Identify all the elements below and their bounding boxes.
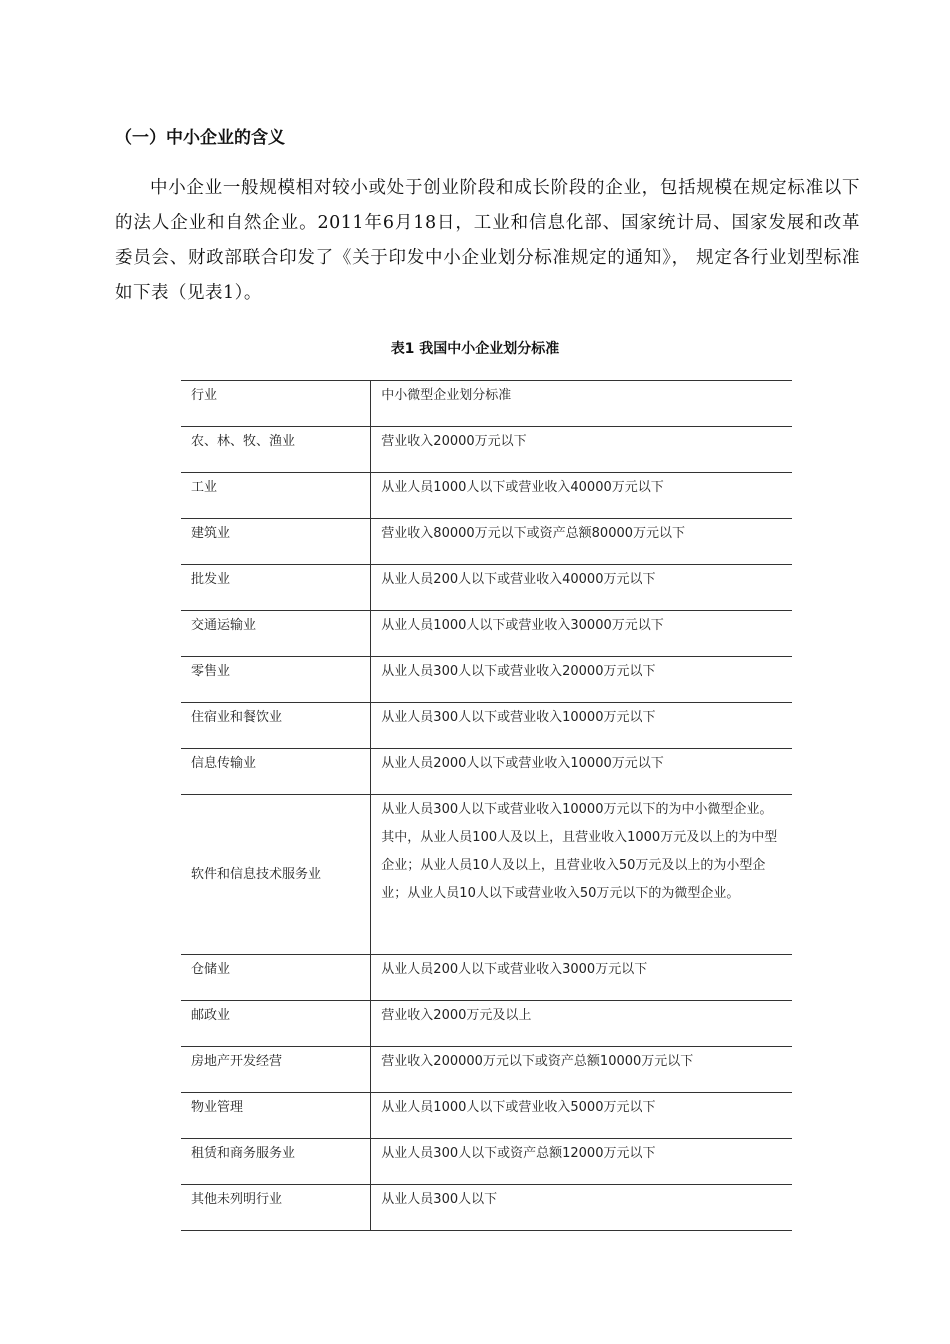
table-cell-standard: 从业人员200人以下或营业收入3000万元以下 xyxy=(371,955,792,1001)
table-cell-standard: 从业人员2000人以下或营业收入10000万元以下 xyxy=(371,749,792,795)
table-row xyxy=(181,427,792,473)
table-cell-standard: 从业人员1000人以下或营业收入5000万元以下 xyxy=(371,1093,792,1139)
sme-standards-table xyxy=(181,380,792,1231)
table-cell-industry: 软件和信息技术服务业 xyxy=(181,795,371,955)
table-caption: 表1 我国中小企业划分标准 xyxy=(390,341,560,357)
table-row xyxy=(181,611,792,657)
table-cell-industry: 住宿业和餐饮业 xyxy=(181,703,371,749)
table-cell-industry: 其他未列明行业 xyxy=(181,1185,371,1231)
table-cell-standard: 从业人员300人以下或营业收入10000万元以下 xyxy=(371,703,792,749)
section-heading: （一）中小企业的含义 xyxy=(115,128,285,148)
table-row xyxy=(181,1185,792,1231)
table-row xyxy=(181,955,792,1001)
table-row xyxy=(181,795,792,955)
table-cell-industry: 建筑业 xyxy=(181,519,371,565)
table-row xyxy=(181,1001,792,1047)
table-row xyxy=(181,1047,792,1093)
table-cell-industry: 批发业 xyxy=(181,565,371,611)
table-header-row xyxy=(181,381,792,427)
table-cell-industry: 邮政业 xyxy=(181,1001,371,1047)
intro-paragraph: 中小企业一般规模相对较小或处于创业阶段和成长阶段的企业，包括规模在规定标准以下的法人企业和自然企业。2011年6月18日，工业和信息化部、国家统计局、国家发展和改革委员会、财政部联合印发了《关于印发中小企业划分标准规定的通知》， 规定各行业划型标准如下表（见表1）。 xyxy=(115,178,860,303)
table-cell-standard: 营业收入200000万元以下或资产总额10000万元以下 xyxy=(371,1047,792,1093)
table-cell-industry: 零售业 xyxy=(181,657,371,703)
table-cell-industry: 仓储业 xyxy=(181,955,371,1001)
table-cell-industry: 物业管理 xyxy=(181,1093,371,1139)
table-cell-standard: 从业人员200人以下或营业收入40000万元以下 xyxy=(371,565,792,611)
table-cell-industry: 交通运输业 xyxy=(181,611,371,657)
table-row xyxy=(181,749,792,795)
table-row xyxy=(181,473,792,519)
table-row xyxy=(181,1139,792,1185)
table-row xyxy=(181,519,792,565)
table-row xyxy=(181,1093,792,1139)
table-cell-industry: 房地产开发经营 xyxy=(181,1047,371,1093)
table-cell-industry: 工业 xyxy=(181,473,371,519)
table-cell-standard: 营业收入2000万元及以上 xyxy=(371,1001,792,1047)
table-cell-industry: 信息传输业 xyxy=(181,749,371,795)
table-cell-standard: 营业收入20000万元以下 xyxy=(371,427,792,473)
table-row xyxy=(181,703,792,749)
table-cell-standard: 从业人员300人以下或资产总额12000万元以下 xyxy=(371,1139,792,1185)
table-cell-standard: 营业收入80000万元以下或资产总额80000万元以下 xyxy=(371,519,792,565)
table-cell-industry: 行业 xyxy=(181,381,371,427)
table-cell-standard: 从业人员1000人以下或营业收入30000万元以下 xyxy=(371,611,792,657)
table-cell-standard: 从业人员300人以下 xyxy=(371,1185,792,1231)
table-cell-industry: 农、林、牧、渔业 xyxy=(181,427,371,473)
table-cell-standard: 从业人员1000人以下或营业收入40000万元以下 xyxy=(371,473,792,519)
table-row xyxy=(181,657,792,703)
table-cell-standard: 从业人员300人以下或营业收入20000万元以下 xyxy=(371,657,792,703)
table-cell-industry: 租赁和商务服务业 xyxy=(181,1139,371,1185)
table-cell-standard: 从业人员300人以下或营业收入10000万元以下的为中小微型企业。其中，从业人员100人及以上，且营业收入1000万元及以上的为中型企业；从业人员10人及以上，且营业收入50万元及以上的为小型企业；从业人员10人以下或营业收入50万元以下的为微型企业。 xyxy=(371,795,792,955)
table-cell-standard: 中小微型企业划分标准 xyxy=(371,381,792,427)
table-row xyxy=(181,565,792,611)
